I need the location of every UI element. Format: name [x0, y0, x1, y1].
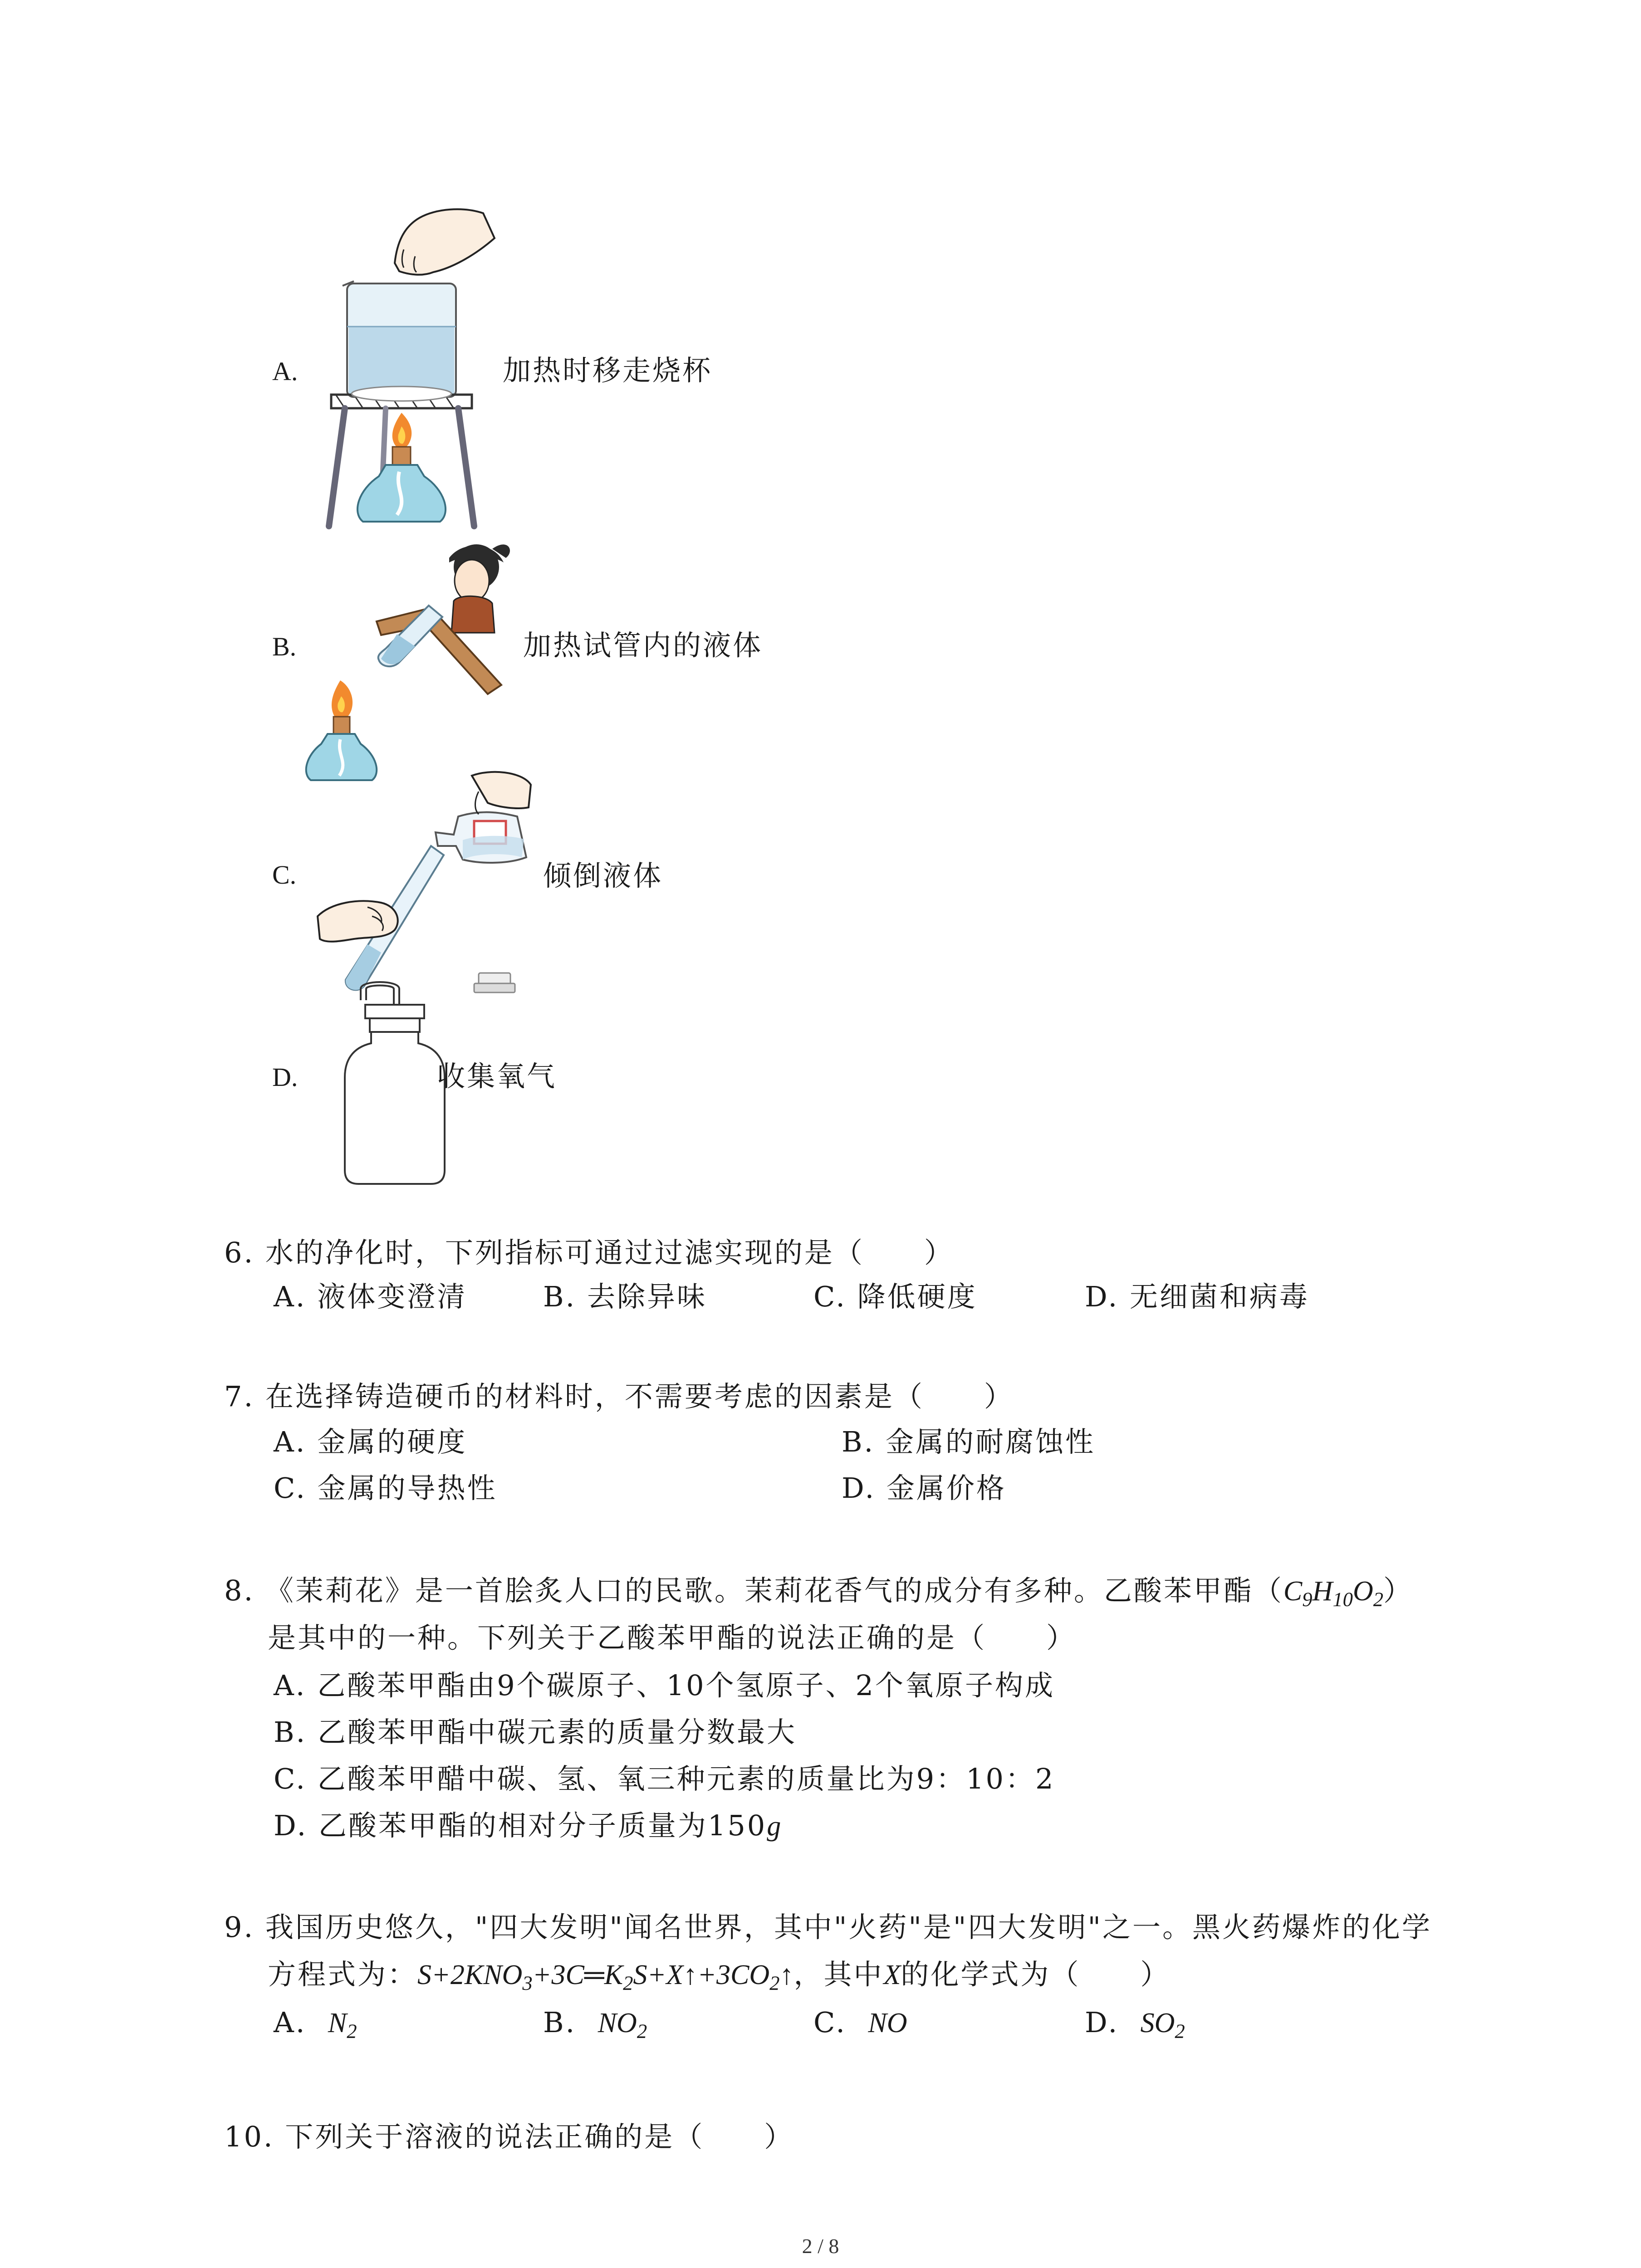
q9-option-b: B. $NO_2$	[543, 2006, 647, 2043]
q9-stem-line2: 方程式为：$S+2KNO_3+3C═K_2S+X↑+3CO_2↑$，其中X的化学式为（ ）	[268, 1958, 1171, 1994]
option-c-label: C.	[272, 860, 297, 890]
q7-option-c: C. 金属的导热性	[274, 1471, 497, 1505]
q6-option-d: D. 无细菌和病毒	[1085, 1280, 1309, 1313]
q6-option-b: B. 去除异味	[543, 1280, 707, 1313]
pouring-liquid-illustration	[318, 767, 554, 1002]
q8-stem-line1: 8. 《茉莉花》是一首脍炙人口的民歌。茉莉花香气的成分有多种。乙酸苯甲酯$(C_9H_{10}O_2)$	[224, 1574, 1414, 1611]
q6-option-c: C. 降低硬度	[813, 1280, 977, 1313]
q9-option-d-value: $SO_2$	[1140, 2008, 1185, 2043]
q9-option-a-value: $N_2$	[328, 2008, 357, 2043]
q7-stem: 7. 在选择铸造硬币的材料时，不需要考虑的因素是（ ）	[224, 1380, 1014, 1413]
option-d-caption: 收集氧气	[437, 1060, 557, 1093]
q9-option-c: C. NO	[813, 2006, 907, 2039]
page-number: 2 / 8	[802, 2234, 839, 2258]
q9-option-b-value: $NO_2$	[598, 2008, 647, 2043]
q7-option-b: B. 金属的耐腐蚀性	[842, 1425, 1095, 1458]
q8-option-d: D. 乙酸苯甲酯的相对分子质量为150g	[274, 1809, 781, 1842]
q8-formula: $C_9H_{10}O_2$	[1283, 1576, 1384, 1611]
option-b-label: B.	[272, 632, 297, 661]
q9-option-d: D. $SO_2$	[1085, 2006, 1185, 2043]
q9-option-a: A. $N_2$	[274, 2006, 357, 2043]
q7-option-d: D. 金属价格	[842, 1471, 1006, 1505]
q9-equation: $S+2KNO_3+3C═K_2S+X↑+3CO_2↑$	[417, 1960, 794, 1994]
gas-collection-bottle-illustration	[336, 980, 454, 1188]
q8-option-c: C. 乙酸苯甲醋中碳、氢、氧三种元素的质量比为9：10：2	[274, 1762, 1055, 1795]
option-a-label: A.	[272, 357, 298, 386]
option-d-label: D.	[272, 1062, 298, 1092]
beaker-heating-illustration	[318, 200, 508, 535]
q8-option-b: B. 乙酸苯甲酯中碳元素的质量分数最大	[274, 1716, 797, 1749]
q8-option-a: A. 乙酸苯甲酯由9个碳原子、10个氢原子、2个氧原子构成	[274, 1669, 1055, 1702]
q8-stem-line2: 是其中的一种。下列关于乙酸苯甲酯的说法正确的是（ ）	[268, 1621, 1077, 1654]
q9-stem-line1: 9. 我国历史悠久，"四大发明"闻名世界，其中"火药"是"四大发明"之一。黑火药爆炸的化学	[224, 1911, 1432, 1944]
q9-option-c-value: NO	[868, 2008, 907, 2038]
option-c-caption: 倾倒液体	[543, 859, 663, 892]
q6-option-a: A. 液体变澄清	[274, 1280, 467, 1313]
q7-option-a: A. 金属的硬度	[274, 1425, 467, 1458]
option-b-caption: 加热试管内的液体	[523, 629, 763, 662]
option-a-caption: 加热时移走烧杯	[503, 354, 713, 387]
test-tube-heating-illustration	[313, 531, 522, 785]
q10-stem: 10. 下列关于溶液的说法正确的是（ ）	[224, 2120, 794, 2153]
q6-stem: 6. 水的净化时，下列指标可通过过滤实现的是（ ）	[224, 1236, 954, 1269]
